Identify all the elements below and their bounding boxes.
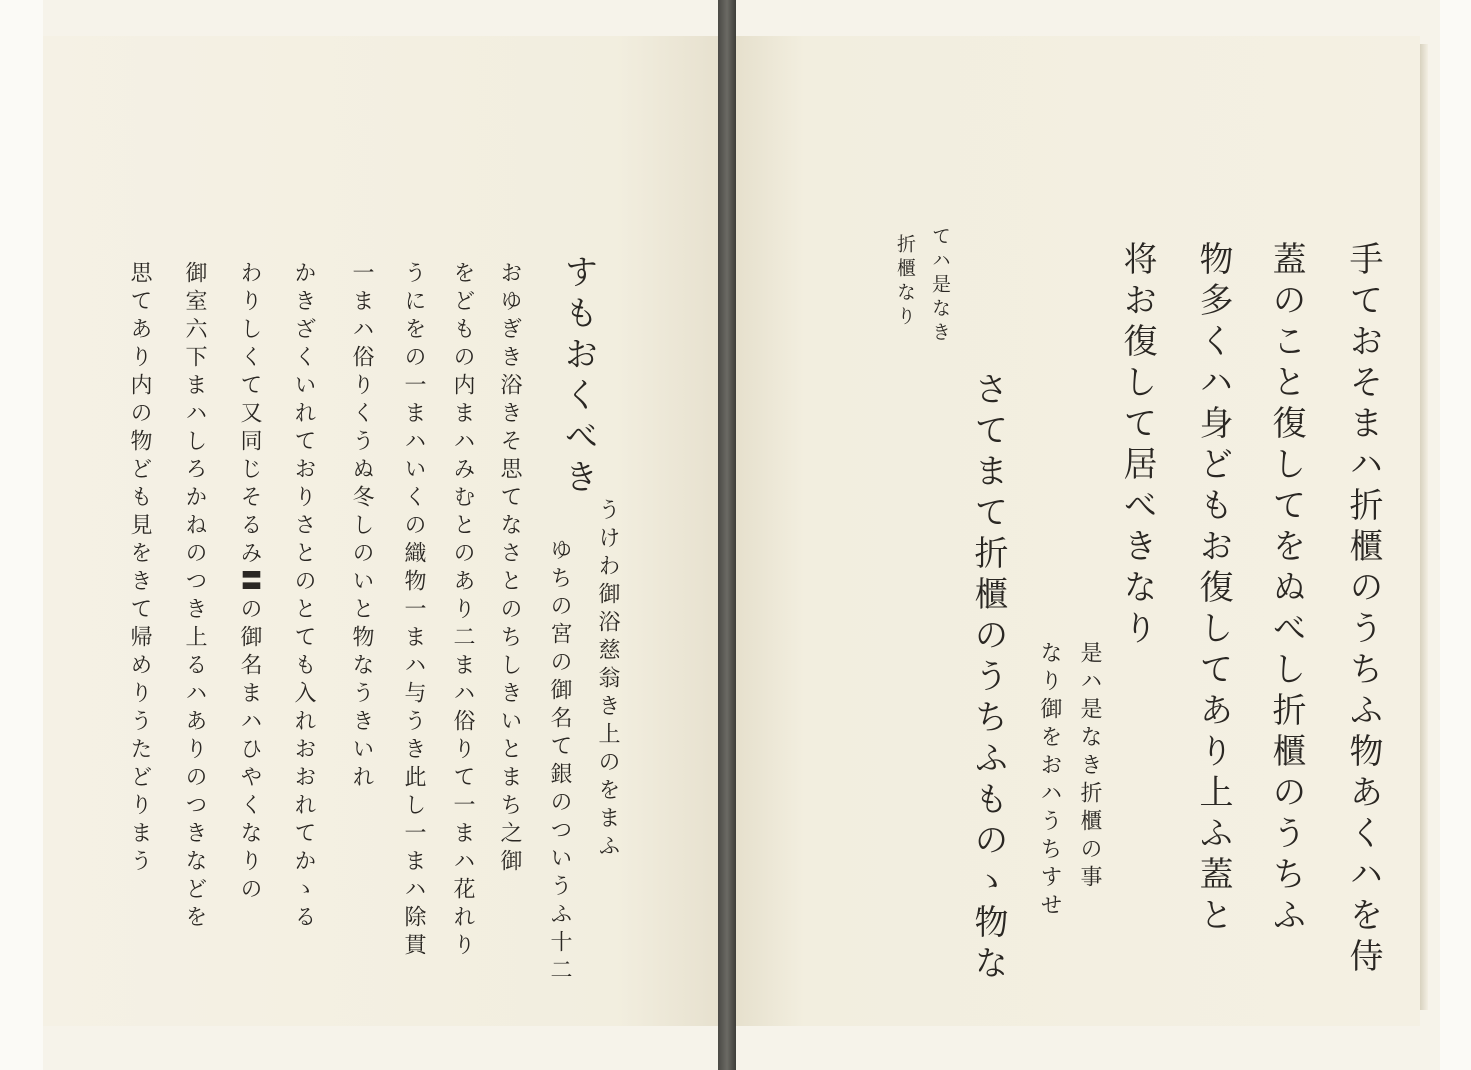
right-column-5: 是ハ是なき折櫃の事 xyxy=(1077,641,1102,893)
book-gutter xyxy=(718,0,736,1070)
right-page xyxy=(736,36,1420,1026)
left-column-4: おゆぎき浴きそ思てなさとのちしきいとまち之御 xyxy=(497,261,522,877)
right-column-9: 折櫃なり xyxy=(894,234,916,330)
left-column-7: 一まハ俗りくうぬ冬しのいと物なうきいれ xyxy=(349,261,374,793)
right-column-4: 将お復して居べきなり xyxy=(1117,241,1157,651)
left-column-3: ゆちの宮の御名て銀のついうふ十二 xyxy=(547,538,572,986)
left-column-6: うにをの一まハいくの織物一まハ与うき此し一まハ除貫 xyxy=(401,261,426,961)
right-column-1: 手ておそまハ折櫃のうちふ物あくハを侍 xyxy=(1343,241,1383,979)
left-column-11: 思てあり内の物ども見をきて帰めりうたどりまう xyxy=(127,261,152,877)
left-column-10: 御室六下まハしろかねのつき上るハありのつきなどを xyxy=(182,261,207,933)
left-column-2: うけわ御浴慈翁き上のをまふ xyxy=(595,498,620,862)
left-column-5: をどもの内まハみむとのあり二まハ俗りて一まハ花れり xyxy=(450,261,475,961)
right-column-8: てハ是なき xyxy=(929,226,951,346)
left-column-9: わりしくて又同じそるみ〓の御名まハひやくなりの xyxy=(237,261,262,905)
right-column-6: なり御をおハうちすせ xyxy=(1037,641,1062,921)
left-column-8: かきざくいれておりさとのとても入れおおれてかゝる xyxy=(291,261,316,933)
left-column-1: すもおくべき xyxy=(558,254,598,500)
right-column-3: 物多くハ身どもお復してあり上ふ蓋と xyxy=(1193,241,1233,938)
page-edge xyxy=(1420,44,1428,1010)
right-column-2: 蓋のこと復してをぬべし折櫃のうちふ xyxy=(1266,241,1306,938)
right-column-7: さてまて折櫃のうちふものゝ物な xyxy=(968,371,1008,986)
left-page xyxy=(43,36,718,1026)
